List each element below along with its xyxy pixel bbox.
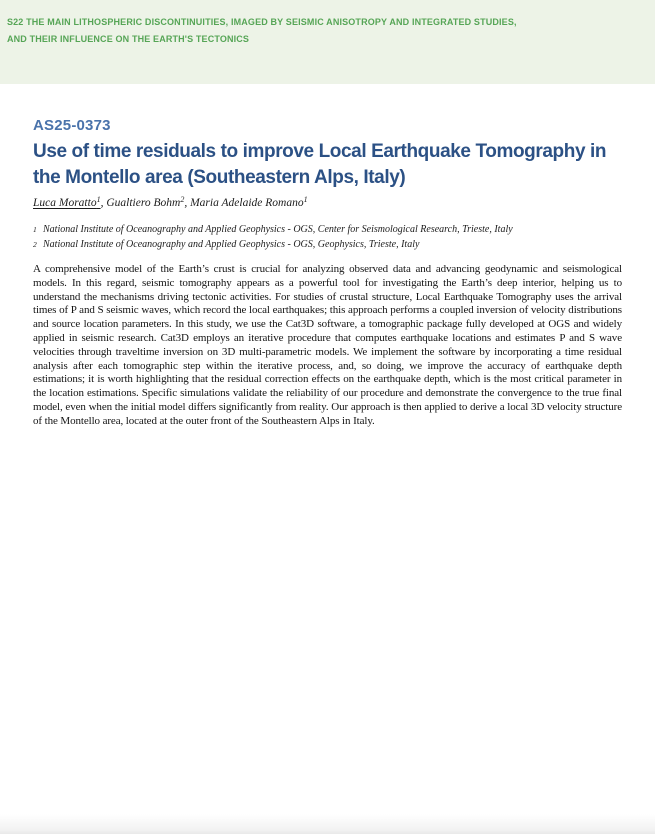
abstract-body: A comprehensive model of the Earth’s crust is crucial for analyzing observed data and advancing geodynamic and seismological models. In this regard, seismic tomography appears as a powerful tool for investigating the Earth’s deep interior, helping us to understand the mechanisms driving tectonic activities. For studies of crustal structure, Local Earthquake Tomography uses the arrival times of P and S seismic waves, which record the local earthquakes; this approach performs a coupled inversion of velocity distributions and source location parameters. In this study, we use the Cat3D software, a tomographic package fully developed at OGS and widely applied in seismic research. Cat3D employs an iterative procedure that computes earthquake locations and estimates P and S wave velocities through traveltime inversion on 3D multi-parametric models. We implement the software by incorporating a time residual analysis after each tomographic step within the iterative process, and, so doing, we improve the accuracy of earthquake depth estimations; it is worth highlighting that the residual correction effects on the earthquake depth, which is the most critical parameter in the location estimations. Specific simulations validate the reliability of our procedure and demonstrate the convergence to the true final model, even when the initial model differs significantly from reality. Our approach is then applied to derive a local 3D velocity structure of the Montello area, located at the outer front of the Southeastern Alps in Italy.	[33, 263, 622, 427]
author-separator: ,	[100, 197, 107, 209]
page-bottom-shadow	[0, 814, 655, 834]
author-affiliation-mark: 1	[303, 195, 308, 204]
author-presenting	[33, 197, 101, 209]
abstract-title: Use of time residuals to improve Local Earthquake Tomography in the Montello area (Southeastern Alps, Italy)	[33, 141, 607, 188]
affiliation-text: National Institute of Oceanography and Applied Geophysics - OGS, Geophysics, Trieste, Italy	[43, 239, 420, 250]
author	[106, 197, 184, 209]
author	[190, 197, 308, 209]
author-name: Luca Moratto	[33, 197, 97, 209]
session-title-line-1: S22 THE MAIN LITHOSPHERIC DISCONTINUITIES, IMAGED BY SEISMIC ANISOTROPY AND INTEGRATED STUDIES,	[7, 17, 517, 27]
author-separator: ,	[184, 197, 191, 209]
author-affiliation-mark: 1	[96, 195, 101, 204]
abstract-id: AS25-0373	[33, 117, 111, 134]
affiliation-text: National Institute of Oceanography and Applied Geophysics - OGS, Center for Seismological Research, Trieste, Italy	[43, 224, 513, 235]
affiliation: 1 National Institute of Oceanography and Applied Geophysics - OGS, Center for Seismological Research, Trieste, Italy	[33, 222, 622, 237]
abstract-content	[0, 118, 655, 429]
session-title-line-2: AND THEIR INFLUENCE ON THE EARTH'S TECTONICS	[7, 34, 250, 44]
author-affiliation-mark: 2	[180, 195, 185, 204]
affiliation-list	[33, 222, 622, 252]
author-name: Gualtiero Bohm	[106, 197, 181, 209]
affiliation: 2 National Institute of Oceanography and Applied Geophysics - OGS, Geophysics, Trieste, Italy	[33, 237, 622, 252]
author-list	[33, 196, 622, 210]
author-name: Maria Adelaide Romano	[190, 197, 304, 209]
session-banner	[0, 0, 655, 84]
